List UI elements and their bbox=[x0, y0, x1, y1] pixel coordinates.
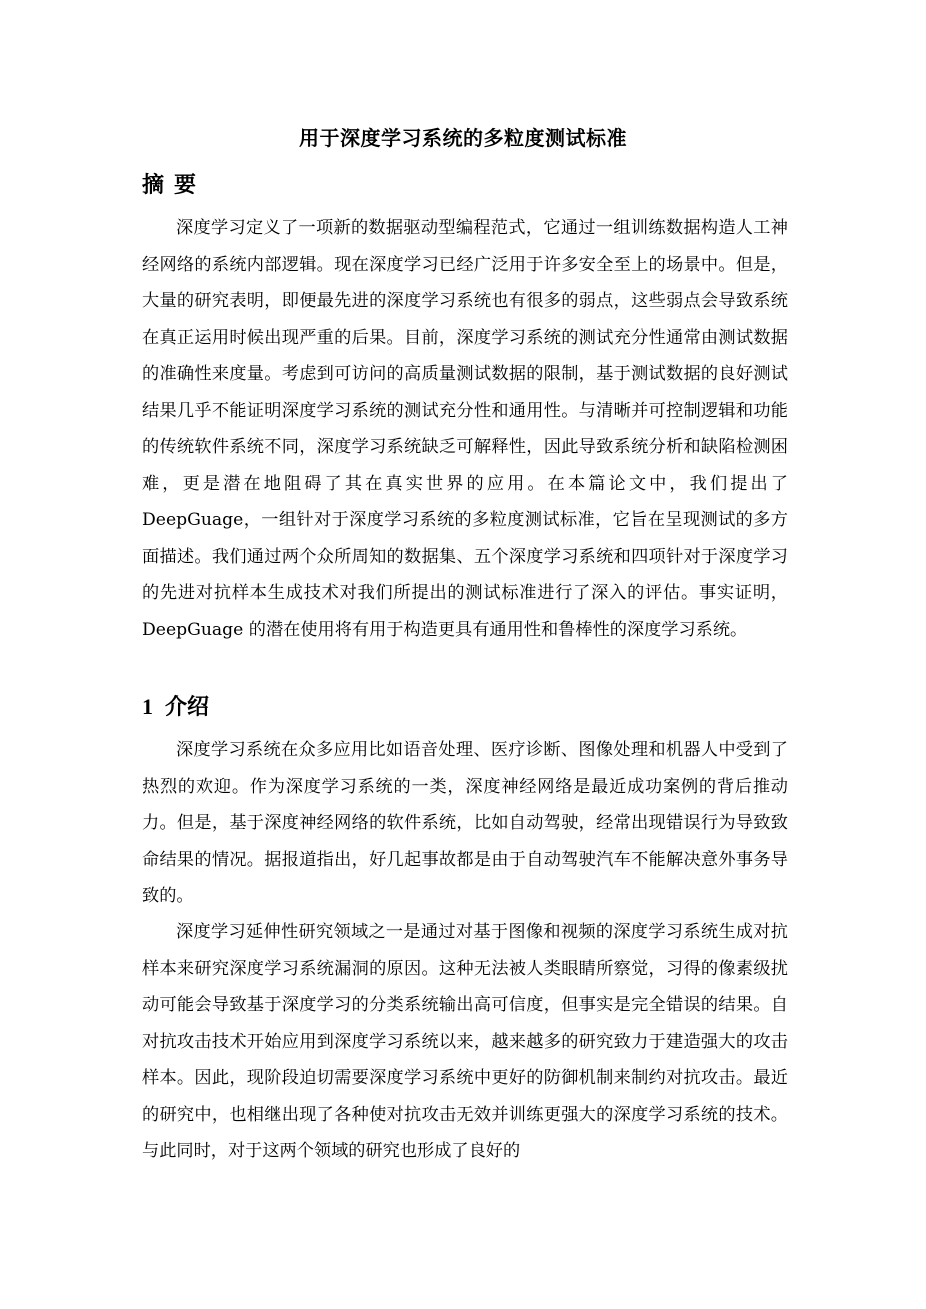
abstract-heading: 摘要 bbox=[142, 173, 207, 198]
intro-paragraph-1: 深度学习系统在众多应用比如语音处理、医疗诊断、图像处理和机器人中受到了热烈的欢迎。作为深度学习系统的一类，深度神经网络是最近成功案例的背后推动力。但是，基于深度神经网络的软件系统，比如自动驾驶，经常出现错误行为导致致命结果的情况。据报道指出，好几起事故都是由于自动驾驶汽车不能解决意外事务导致的。 bbox=[142, 740, 788, 906]
section-title: 介绍 bbox=[165, 695, 210, 720]
abstract-paragraph: 深度学习定义了一项新的数据驱动型编程范式，它通过一组训练数据构造人工神经网络的系统内部逻辑。现在深度学习已经广泛用于许多安全至上的场景中。但是，大量的研究表明，即便最先进的深度学习系统也有很多的弱点，这些弱点会导致系统在真正运用时候出现严重的后果。目前，深度学习系统的测试充分性通常由测试数据的准确性来度量。考虑到可访问的高质量测试数据的限制，基于测试数据的良好测试结果几乎不能证明深度学习系统的测试充分性和通用性。与清晰并可控制逻辑和功能的传统软件系统不同，深度学习系统缺乏可解释性，因此导致系统分析和缺陷检测困难，更是潜在地阻碍了其在真实世界的应用。在本篇论文中，我们提出了 DeepGuage，一组针对于深度学习系统的多粒度测试标准，它旨在呈现测试的多方面描述。我们通过两个众所周知的数据集、五个深度学习系统和四项针对于深度学习的先进对抗样本生成技术对我们所提出的测试标准进行了深入的评估。事实证明，DeepGuage 的潜在使用将有用于构造更具有通用性和鲁棒性的深度学习系统。 bbox=[142, 218, 788, 640]
intro-paragraph-2: 深度学习延伸性研究领域之一是通过对基于图像和视频的深度学习系统生成对抗样本来研究深度学习系统漏洞的原因。这种无法被人类眼睛所察觉，习得的像素级扰动可能会导致基于深度学习的分类系统输出高可信度，但事实是完全错误的结果。自对抗攻击技术开始应用到深度学习系统以来，越来越多的研究致力于建造强大的攻击样本。因此，现阶段迫切需要深度学习系统中更好的防御机制来制约对抗攻击。最近的研究中，也相继出现了各种使对抗攻击无效并训练更强大的深度学习系统的技术。与此同时，对于这两个领域的研究也形成了良好的 bbox=[142, 922, 788, 1161]
intro-heading bbox=[142, 692, 209, 723]
section-number: 1 bbox=[142, 694, 153, 719]
paper-title: 用于深度学习系统的多粒度测试标准 bbox=[299, 126, 627, 150]
